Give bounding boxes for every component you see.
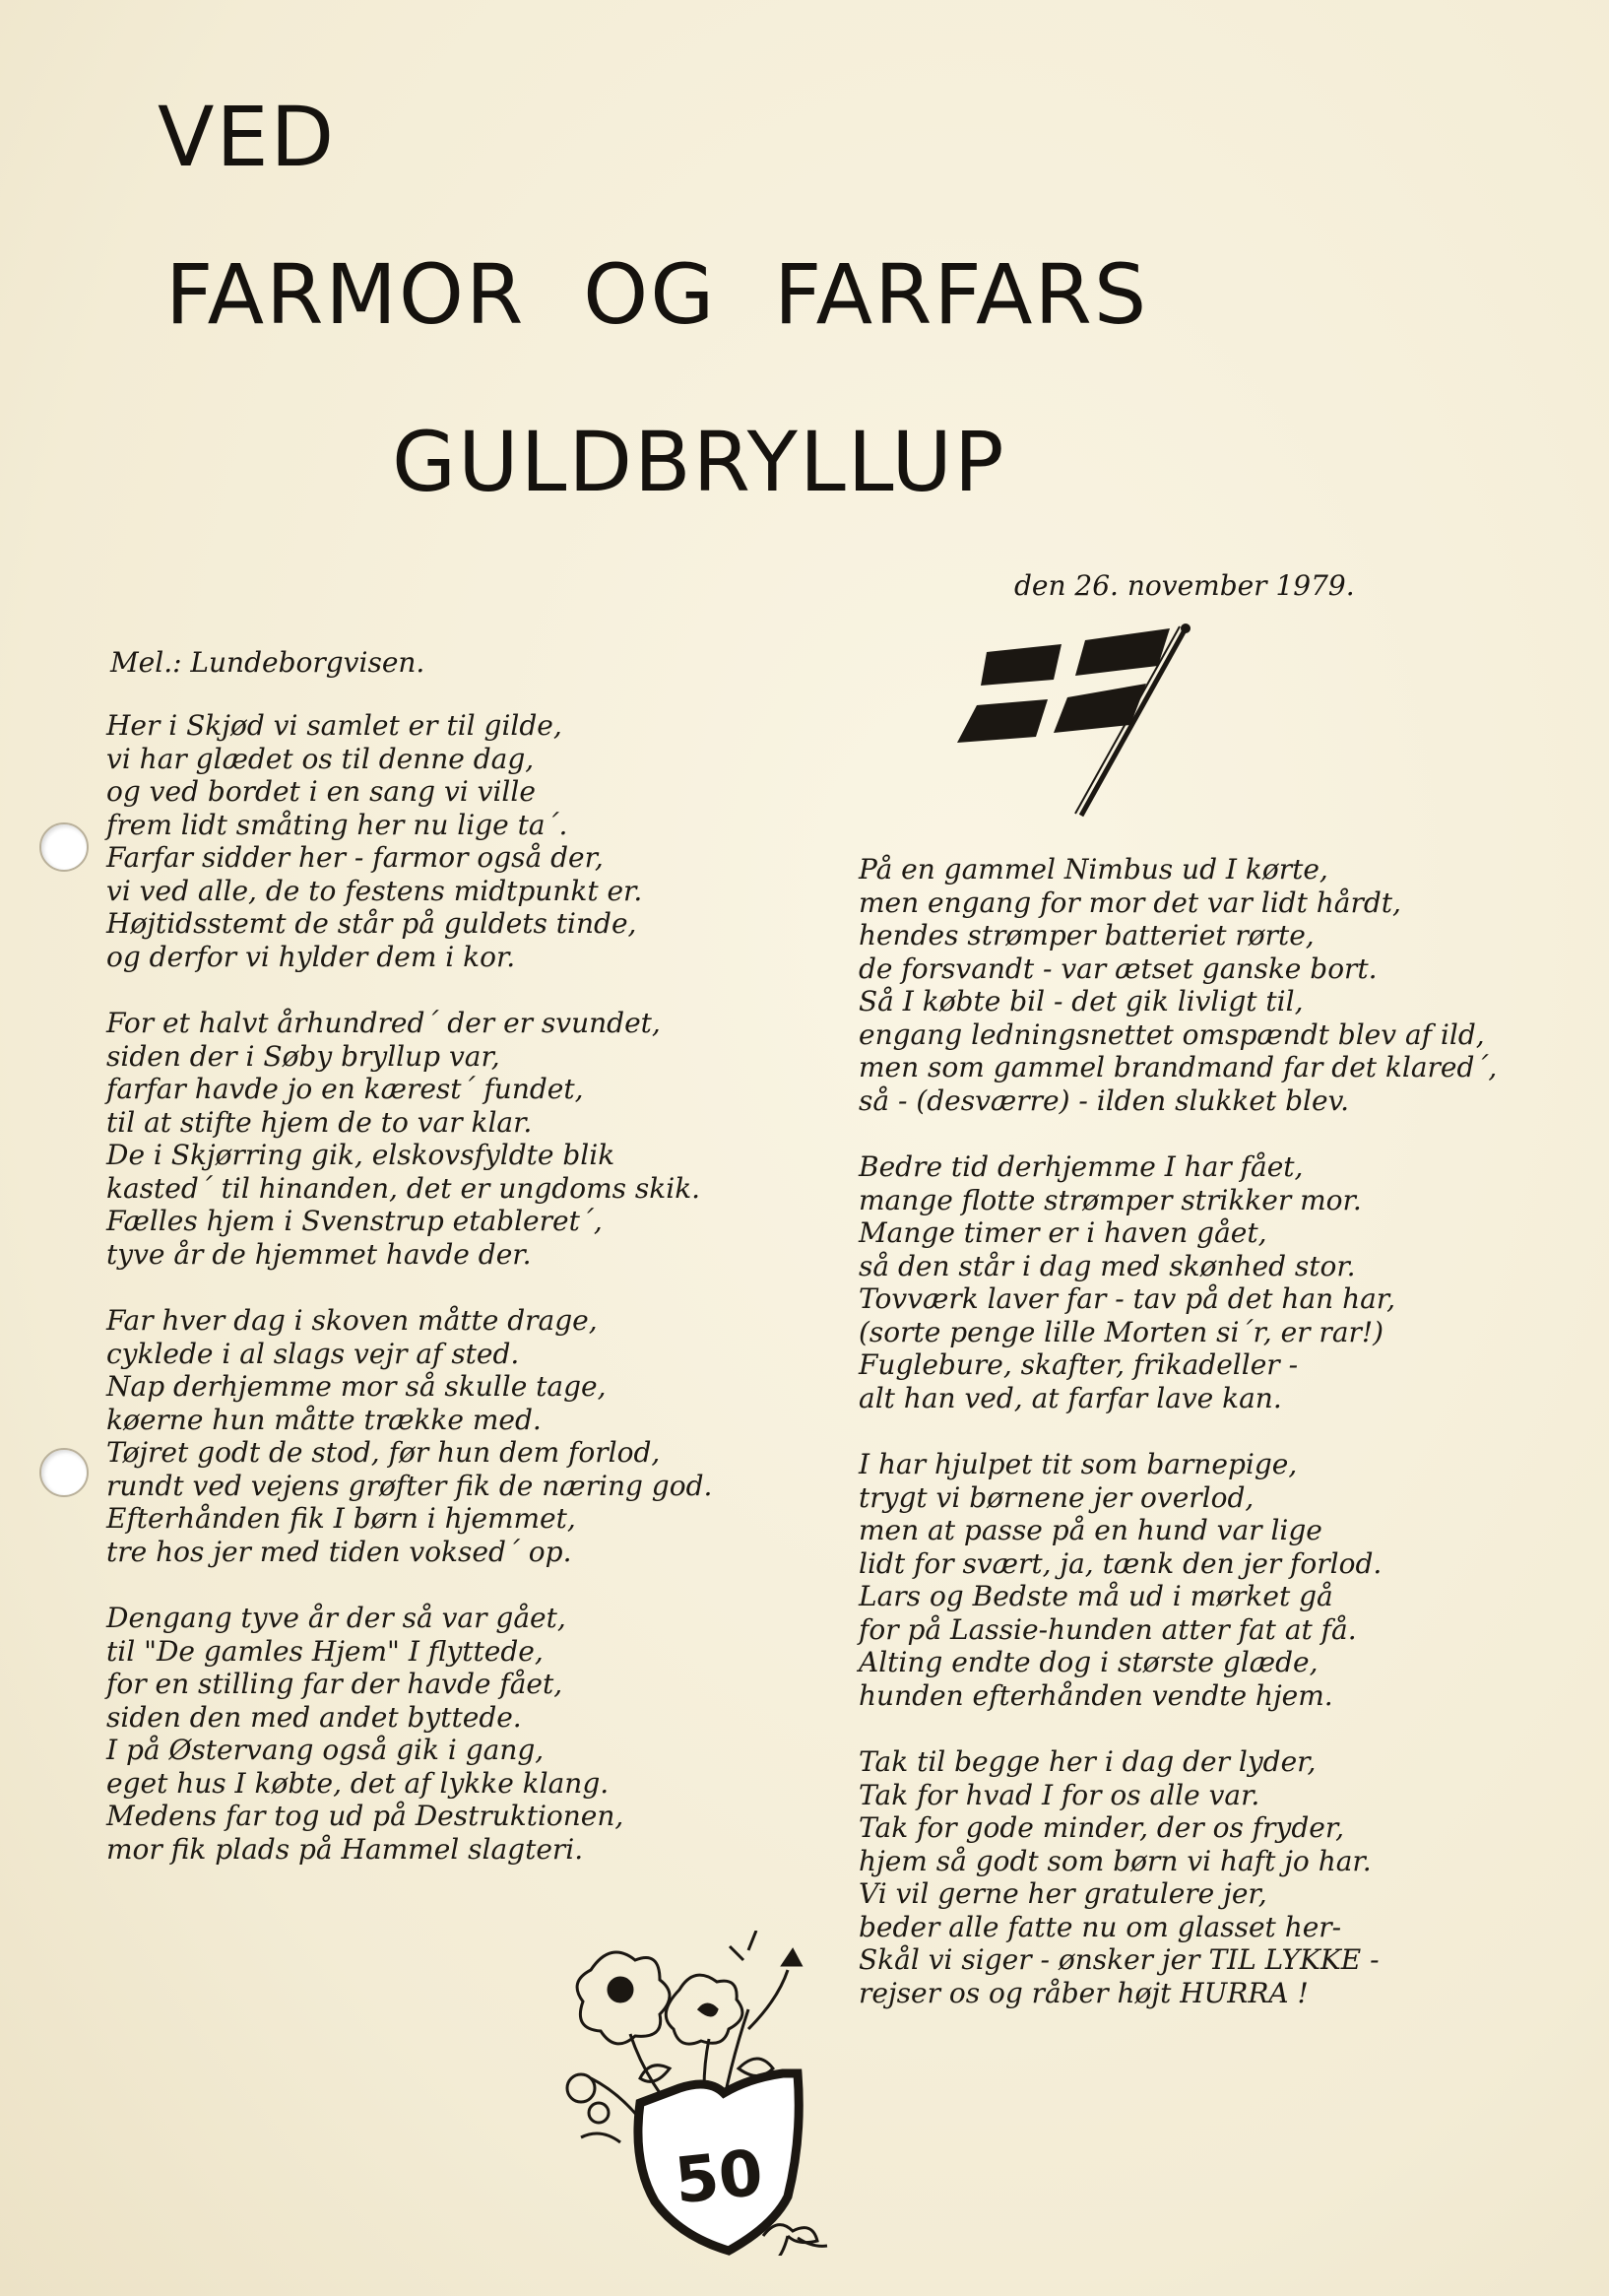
title-line-1: VED	[158, 89, 337, 185]
verse-line: Alting endte dog i største glæde,	[859, 1646, 1319, 1678]
verse-line: så - (desværre) - ilden slukket blev.	[859, 1083, 1349, 1117]
verse-line: lidt for svært, ja, tænk den jer forlod.	[859, 1546, 1383, 1580]
verse-line: Tovværk laver far - tav på det han har,	[859, 1282, 1396, 1315]
verse-line: siden der i Søby bryllup var,	[106, 1039, 500, 1073]
verse-line: Bedre tid derhjemme I har fået,	[859, 1150, 1304, 1183]
flag-icon	[951, 623, 1207, 829]
verse-line: Tak for gode minder, der os fryder,	[859, 1811, 1345, 1844]
verse-line: cyklede i al slags vejr af sted.	[106, 1337, 520, 1370]
verse-line: (sorte penge lille Morten si´r, er rar!)	[859, 1315, 1384, 1348]
verse-line: frem lidt småting her nu lige ta´.	[106, 808, 568, 841]
verse-line: Lars og Bedste må ud i mørket gå	[859, 1580, 1333, 1612]
verse-line: mange flotte strømper strikker mor.	[859, 1183, 1362, 1216]
stanza	[106, 1007, 855, 1271]
verse-line: rejser os og råber højt HURRA !	[859, 1976, 1309, 2009]
right-column	[859, 853, 1587, 2043]
badge-number: 50	[671, 2136, 767, 2219]
verse-line: Far hver dag i skoven måtte drage,	[106, 1304, 598, 1337]
title-line-2: FARMOR OG FARFARS	[165, 246, 1149, 343]
verse-line: de forsvandt - var ætset ganske bort.	[859, 951, 1378, 985]
stanza	[106, 709, 855, 973]
verse-line: Efterhånden fik I børn i hjemmet,	[106, 1502, 576, 1535]
verse-line: hunden efterhånden vendte hjem.	[859, 1678, 1333, 1712]
stanza	[106, 1304, 855, 1568]
verse-line: Tak for hvad I for os alle var.	[859, 1778, 1260, 1811]
verse-line: til at stifte hjem de to var klar.	[106, 1105, 533, 1139]
verse-line: tre hos jer med tiden voksed´ op.	[106, 1535, 572, 1568]
verse-line: Højtidsstemt de står på guldets tinde,	[106, 907, 637, 940]
verse-line: Skål vi siger - ønsker jer TIL LYKKE -	[859, 1943, 1380, 1976]
verse-line: kasted´ til hinanden, det er ungdoms skik.	[106, 1171, 701, 1205]
verse-line: for en stilling far der havde fået,	[106, 1668, 563, 1700]
verse-line: hjem så godt som børn vi haft jo har.	[859, 1844, 1372, 1877]
verse-line: Medens far tog ud på Destruktionen,	[106, 1800, 624, 1832]
verse-line: Tak til begge her i dag der lyder,	[859, 1745, 1317, 1778]
title-line-3: GULDBRYLLUP	[392, 414, 1006, 510]
stanza	[859, 1448, 1587, 1712]
verse-line: men engang for mor det var lidt hårdt,	[859, 886, 1401, 919]
verse-line: Nap derhjemme mor så skulle tage,	[106, 1370, 607, 1403]
verse-line: siden den med andet byttede.	[106, 1700, 522, 1734]
left-column	[106, 709, 855, 1899]
verse-line: Så I købte bil - det gik livligt til,	[859, 985, 1304, 1017]
verse-line: alt han ved, at farfar lave kan.	[859, 1381, 1282, 1414]
verse-line: Her i Skjød vi samlet er til gilde,	[106, 709, 562, 742]
verse-line: til "De gamles Hjem" I flyttede,	[106, 1634, 544, 1668]
verse-line: De i Skjørring gik, elskovsfyldte blik	[106, 1139, 615, 1171]
verse-line: Vi vil gerne her gratulere jer,	[859, 1877, 1267, 1910]
verse-line: mor fik plads på Hammel slagteri.	[106, 1832, 584, 1866]
verse-line: køerne hun måtte trække med.	[106, 1403, 542, 1436]
punch-hole	[39, 822, 89, 872]
stanza	[106, 1602, 855, 1866]
verse-line: Fuglebure, skafter, frikadeller -	[859, 1348, 1299, 1381]
punch-hole	[39, 1448, 89, 1497]
verse-line: Fælles hjem i Svenstrup etableret´,	[106, 1205, 603, 1237]
verse-line: beder alle fatte nu om glasset her-	[859, 1910, 1342, 1943]
verse-line: I har hjulpet tit som barnepige,	[859, 1448, 1298, 1480]
date-line: den 26. november 1979.	[1014, 569, 1355, 602]
stanza	[859, 1150, 1587, 1414]
verse-line: Dengang tyve år der så var gået,	[106, 1602, 566, 1634]
verse-line: eget hus I købte, det af lykke klang.	[106, 1766, 610, 1800]
verse-line: for på Lassie-hunden atter fat at få.	[859, 1612, 1357, 1646]
verse-line: tyve år de hjemmet havde der.	[106, 1237, 532, 1271]
verse-line: farfar havde jo en kærest´ fundet,	[106, 1073, 584, 1105]
verse-line: og ved bordet i en sang vi ville	[106, 775, 536, 808]
stanza	[859, 1745, 1587, 2009]
bouquet-illustration	[551, 1931, 886, 2256]
verse-line: så den står i dag med skønhed stor.	[859, 1249, 1356, 1282]
melody-note: Mel.: Lundeborgvisen.	[110, 646, 425, 679]
stanza	[859, 853, 1587, 1117]
verse-line: hendes strømper batteriet rørte,	[859, 919, 1315, 951]
verse-line: vi har glædet os til denne dag,	[106, 742, 535, 775]
verse-line: engang ledningsnettet omspændt blev af ild,	[859, 1017, 1485, 1051]
verse-line: Farfar sidder her - farmor også der,	[106, 841, 604, 874]
verse-line: trygt vi børnene jer overlod,	[859, 1480, 1255, 1514]
verse-line: men som gammel brandmand far det klared´,	[859, 1051, 1498, 1083]
verse-line: men at passe på en hund var lige	[859, 1514, 1322, 1546]
verse-line: Mange timer er i haven gået,	[859, 1216, 1267, 1249]
verse-line: vi ved alle, de to festens midtpunkt er.	[106, 874, 643, 907]
verse-line: Tøjret godt de stod, før hun dem forlod,	[106, 1436, 661, 1469]
verse-line: I på Østervang også gik i gang,	[106, 1734, 545, 1766]
verse-line: rundt ved vejens grøfter fik de næring god.	[106, 1469, 713, 1502]
verse-line: På en gammel Nimbus ud I kørte,	[859, 853, 1328, 886]
verse-line: For et halvt århundred´ der er svundet,	[106, 1007, 661, 1039]
verse-line: og derfor vi hylder dem i kor.	[106, 940, 516, 973]
